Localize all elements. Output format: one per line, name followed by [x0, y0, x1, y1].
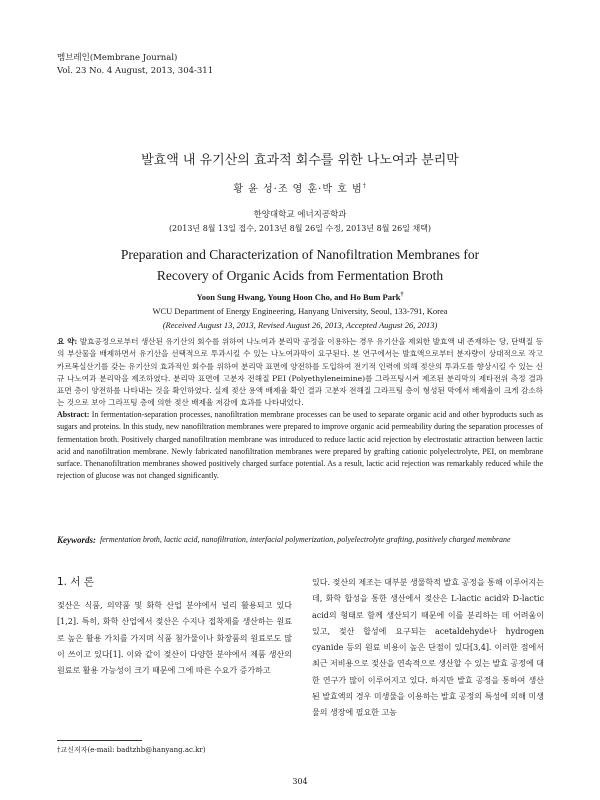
journal-name: 멤브레인(Membrane Journal): [57, 53, 178, 63]
body-column-left: 젖산은 식품, 의약품 및 화학 산업 분야에서 널리 활용되고 있다[1,2]. 특히, 화학 산업에서 젖산은 수지나 접착제를 생산하는 원료로 높은 활용 가치를 가지며 식품 첨가물이나 화장품의 원료로도 많이 쓰이고 있다[1]. 이와 같이 젖산이 다양한 분야에서 제품 생산의 원료로 활용 가능성이 크기 때문에 그에 따른 수요가 증가하고: [57, 601, 292, 676]
keywords-label: Keywords:: [57, 535, 96, 545]
authors-korean-names: 황 윤 성·조 영 훈·박 호 범: [233, 184, 363, 195]
page-number: 304: [292, 777, 308, 786]
footnote-divider: [57, 740, 142, 741]
authors-english-names: Yoon Sung Hwang, Young Hoon Cho, and Ho Bum Park: [196, 292, 401, 302]
authors-korean: [0, 180, 600, 195]
journal-header: [57, 52, 213, 78]
journal-issue: Vol. 23 No. 4 August, 2013, 304-311: [57, 66, 214, 76]
section-heading: 1. 서 론: [57, 576, 94, 588]
corresponding-mark-english: †: [400, 292, 404, 299]
dates-english: (Received August 13, 2013, Revised August 26, 2013, Accepted August 26, 2013): [162, 320, 438, 330]
title-english-line1: Preparation and Characterization of Nanofiltration Membranes for: [120, 247, 480, 262]
corresponding-mark: †: [362, 182, 367, 190]
abstract-korean-text: 발효공정으로부터 생산된 유기산의 회수를 위하여 나노여과 분리막 공정을 이용하는 경우 유기산을 제외한 발효액 내 존재하는 당, 단백질 등의 부산물을 배제하면서 유기산을 선택적으로 투과시킬 수 있는 나노여과막이 요구된다. 본 연구에서는 발효액으로부터 분자량이 상대적으로 작고 카르복실산기를 갖는 유기산의 효과적인 회수를 위하여 분리막 표면에 양전하를 도입하여 전기적 인력에 의해 젖산의 투과도를 향상시킬 수 있는 신규 나노여과 분리막을 제조하였다. 분리막 표면에 고분자 전해질 PEI (Polyethyleneimine)를 그라프팅시켜 제조된 분리막의 제타전위 측정 결과 표면 층이 양전하를 나타내는 것을 확인하였다. 실제 젖산 용액 배제율 확인 결과 고분자 전해질 그라프팅 층이 형성된 막에서 배제율이 크게 감소하는 것으로 보아 그라프팅 층에 의한 젖산 배제율 저감에 효과를 나타내었다.: [57, 337, 543, 408]
keywords-text: fermentation broth, lactic acid, nanofiltration, interfacial polymerization, polyelectrolyte grafting, positively charged membrane: [100, 535, 511, 544]
authors-english: [0, 292, 600, 302]
title-english: [0, 244, 600, 286]
affiliation-korean: 한양대학교 에너지공학과: [253, 210, 347, 220]
title-english-line2: Recovery of Organic Acids from Fermentation Broth: [156, 268, 444, 283]
keywords: [57, 534, 543, 546]
abstract-english: [57, 409, 543, 483]
affiliation-english: WCU Department of Energy Engineering, Hanyang University, Seoul, 133-791, Korea: [152, 306, 448, 316]
footnote: †교신저자(e-mail: badtzhb@hanyang.ac.kr): [57, 746, 206, 754]
abstract-english-text: In fermentation-separation processes, nanofiltration membrane processes can be used to separate organic acid and other byproducts such as sugars and proteins. In this study, new nanofiltration membranes were prepared to improve organic acid permeability during the separation processes of fermentation broth. Positively charged nanofiltration membrane was introduced to reduce lactic acid rejection by electrostatic attraction between lactic acid and nanofiltration membrane. Newly fabricated nanofiltration membranes were prepared by grafting cationic polyelectrolyte, PEI, on membrane surface. Thenanofiltration membranes showed positively charged surface potential. As a result, lactic acid rejection was remarkably reduced while the rejection of glucose was not changed significantly.: [57, 410, 544, 481]
title-korean: 발효액 내 유기산의 효과적 회수를 위한 나노여과 분리막: [141, 153, 459, 168]
abstract-korean-label: 요 약:: [57, 337, 78, 346]
body-column-right: 있다. 젖산의 제조는 대부분 생물학적 발효 공정을 통해 이루어지는데, 화학 합성을 통한 생산에서 젖산은 L-lactic acid와 D-lactic acid의 형태로 함께 생산되기 때문에 이를 분리하는 데 어려움이 있고, 젖산 합성에 요구되는 acetaldehyde나 hydrogen cyanide 등의 원료 비용이 높은 단점이 있다[3,4]. 이러한 점에서 최근 저비용으로 젖산을 연속적으로 생산할 수 있는 발효 공정에 대한 연구가 많이 이루어지고 있다. 하지만 발효 공정을 통하여 생산된 발효액의 경우 미생물을 이용하는 발효 공정의 특성에 의해 미생물의 생장에 필요한 고농: [312, 578, 544, 718]
abstract-english-label: Abstract:: [57, 410, 90, 419]
abstract-korean: [57, 336, 543, 410]
dates-korean: (2013년 8월 13일 접수, 2013년 8월 26일 수정, 2013년 8월 26일 채택): [168, 224, 432, 233]
